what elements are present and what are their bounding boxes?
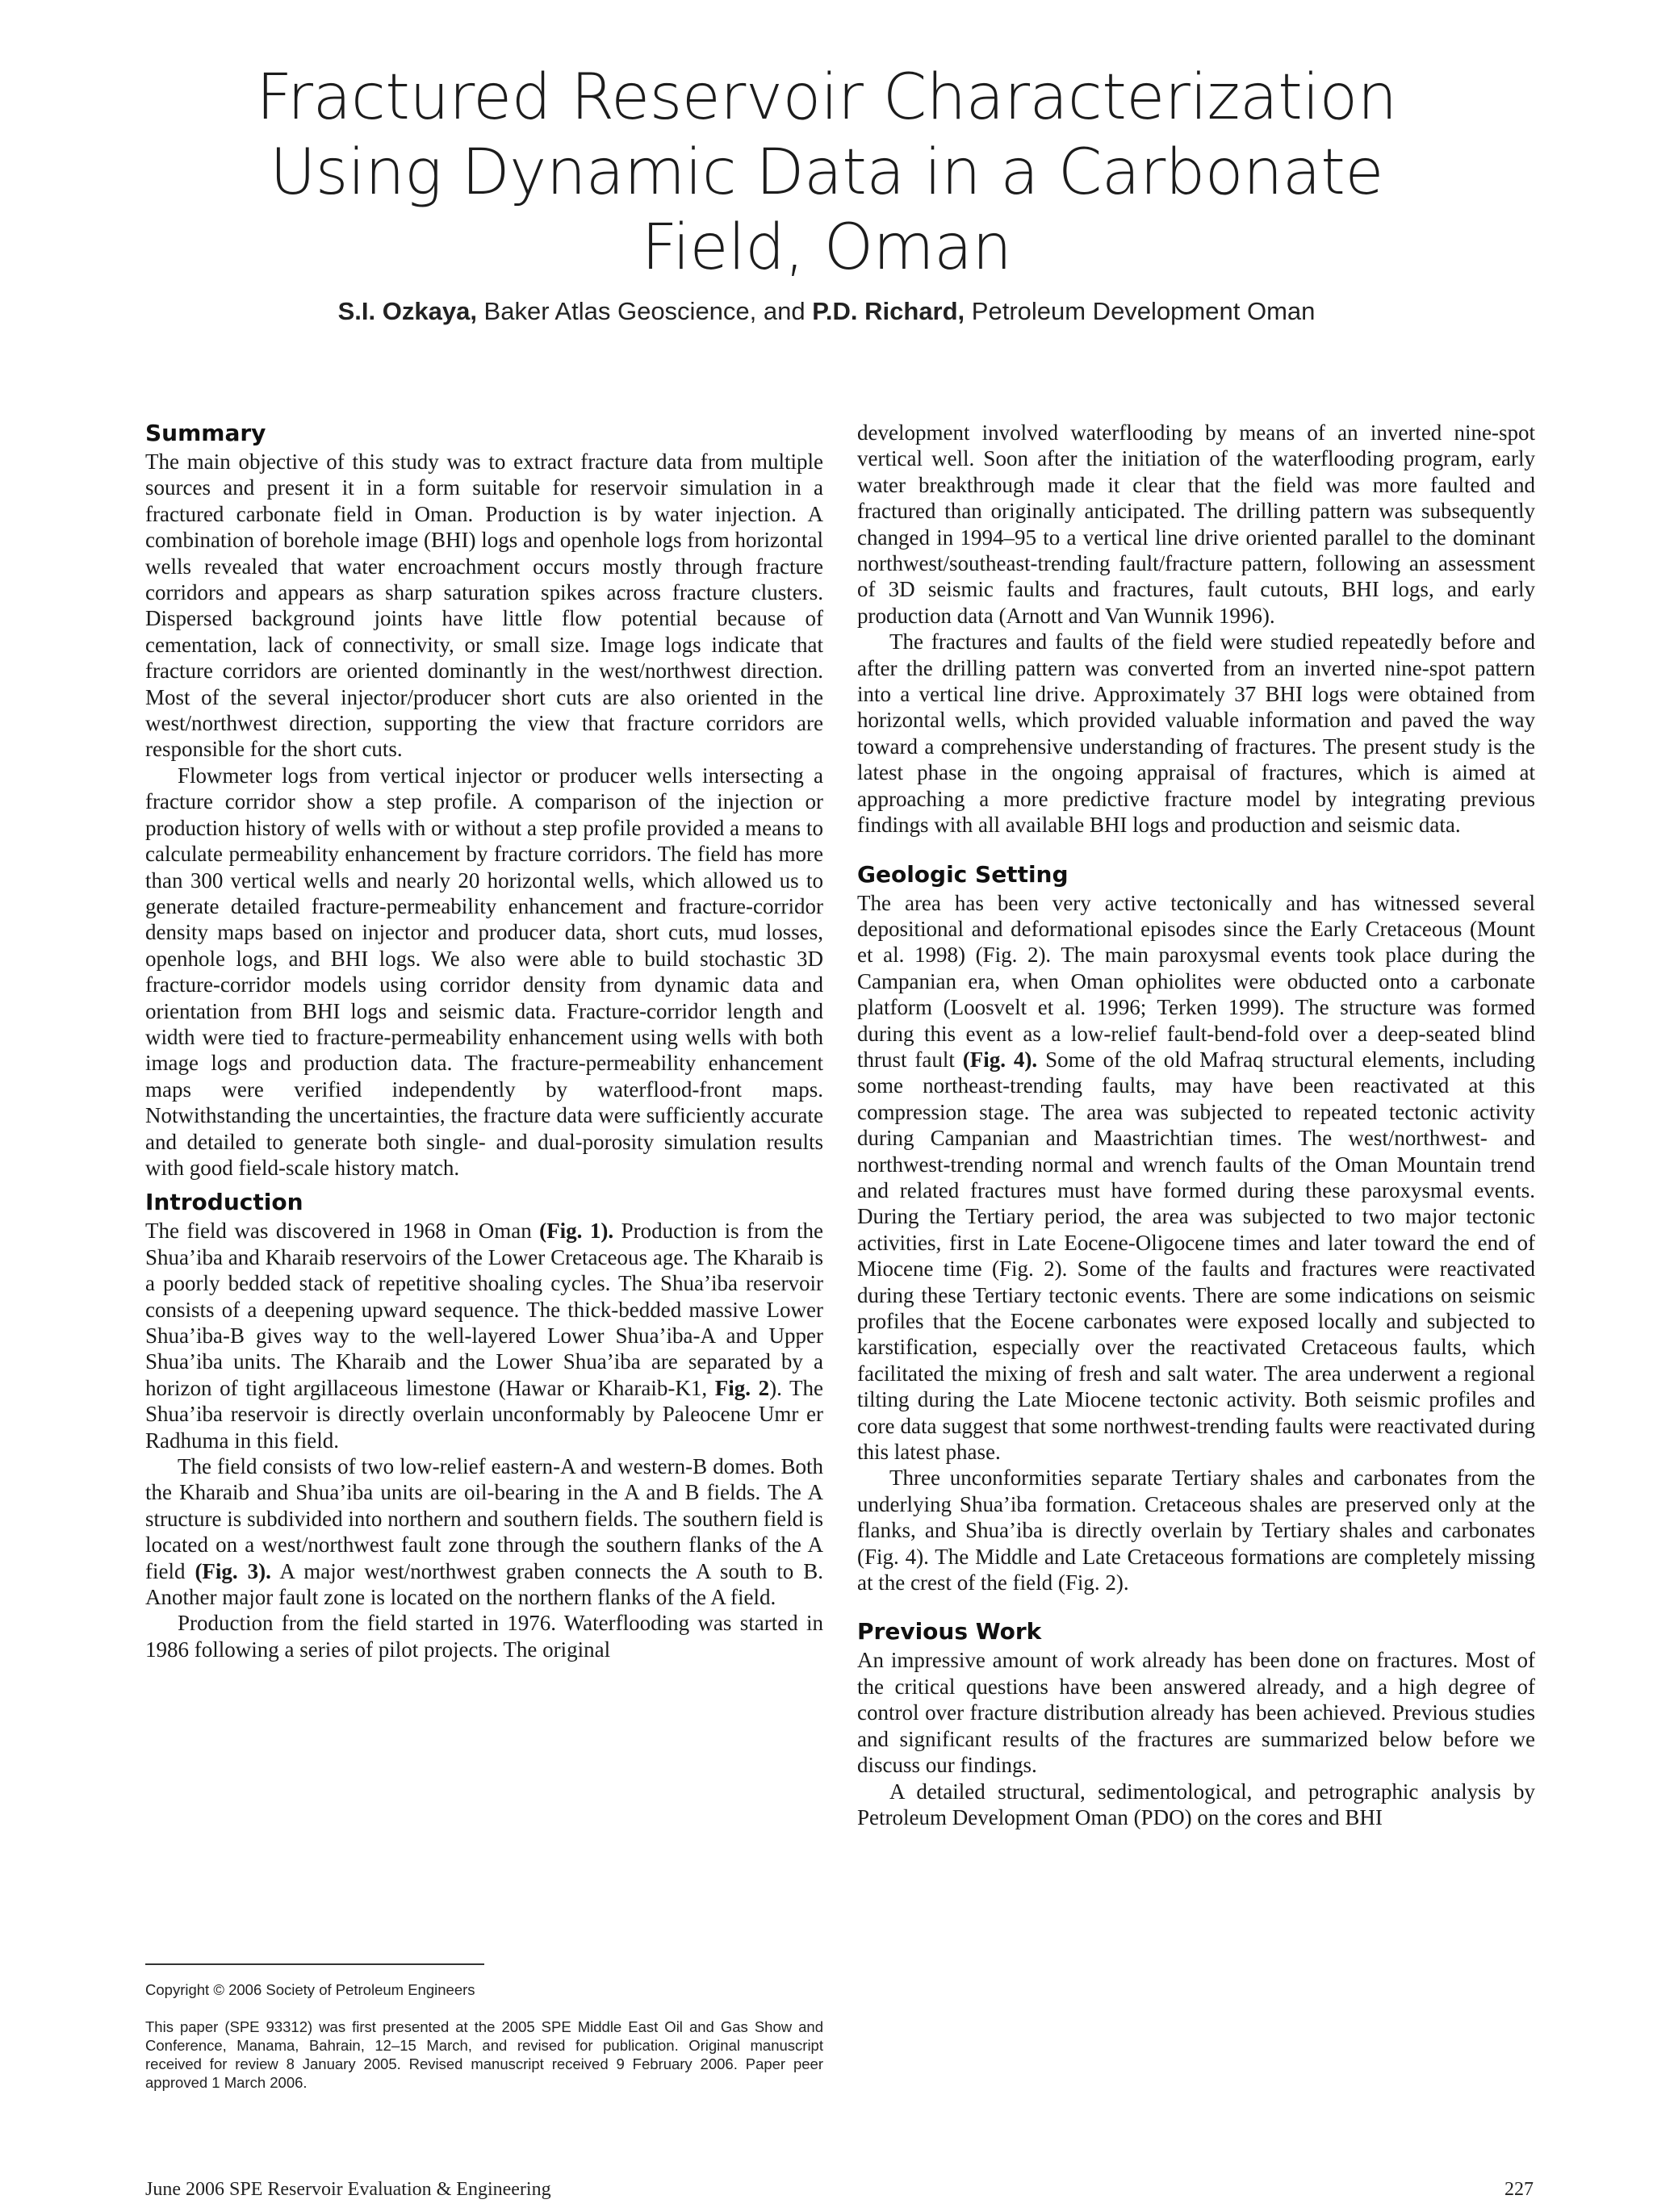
- title-line-1: Fractured Reservoir Characterization: [256, 61, 1397, 134]
- summary-paragraph-2: Flowmeter logs from vertical injector or producer wells intersecting a fracture corridor show a step profile. A comparison of the injection or production history of wells with or without a step profile provided a means to calculate permeability enhancement by fracture corridors. The field has more than 300 vertical wells and nearly 20 horizontal wells, which allowed us to generate detailed fracture-permeability enhancement and fracture-corridor density maps based on injector and producer data, short cuts, mud losses, openhole logs, and BHI logs. We also were able to build stochastic 3D fracture-corridor models using corridor density from dynamic data and orientation from BHI logs and seismic data. Fracture-corridor length and width were tied to fracture-permeability enhancement using wells with both image logs and production data. The fracture-permeability enhancement maps were verified independently by waterflood-front maps. Notwithstanding the uncertainties, the fracture data were sufficiently accurate and detailed to generate both single- and dual-porosity simulation results with good field-scale history match.: [145, 763, 823, 1180]
- previous-work-paragraph-1: An impressive amount of work already has been done on fractures. Most of the critical questions have been answered already, and a high degree of control over fracture distribution already has been achieved. Previous studies and significant results of the fractures are summarized below before we discuss our findings.: [857, 1648, 1535, 1778]
- affiliation-2: Petroleum Development Oman: [965, 297, 1316, 325]
- title-line-2: Using Dynamic Data in a Carbonate: [270, 136, 1383, 209]
- page-number: 227: [1504, 2179, 1534, 2200]
- author-2: P.D. Richard,: [812, 297, 965, 325]
- introduction-paragraph-3: Production from the field started in 1976. Waterflooding was started in 1986 following a series of pilot projects. The original: [145, 1611, 823, 1662]
- fig-3-ref: (Fig. 3).: [195, 1558, 271, 1583]
- geologic-setting-heading: Geologic Setting: [857, 860, 1069, 888]
- paper-info-note: This paper (SPE 93312) was first presented at the 2005 SPE Middle East Oil and Gas Show and Conference, Manama, Bahrain, 12–15 March, and revised for publication. Original manuscript received for review 8 January 2005. Revised manuscript received 9 February 2006. Paper peer approved 1 March 2006.: [145, 2018, 823, 2091]
- footnote-divider: [145, 1963, 484, 1965]
- introduction-heading: Introduction: [145, 1189, 303, 1216]
- fig-4-ref: (Fig. 4).: [962, 1047, 1038, 1072]
- fig-2-ref: Fig. 2: [714, 1375, 770, 1400]
- previous-work-heading: Previous Work: [857, 1618, 1042, 1645]
- summary-heading: Summary: [145, 420, 266, 446]
- geologic-paragraph-1: The area has been very active tectonically and has witnessed several depositional and deformational episodes since the Early Cretaceous (Mount et al. 1998) (Fig. 2). The main paroxysmal events took place during the Campanian era, when Oman ophiolites were obducted onto a carbonate platform (Loosvelt et al. 1996; Terken 1999). The structure was formed during this event as a low-relief fault-bend-fold over a deep-seated blind thrust fault (Fig. 4). Some of the old Mafraq structural elements, including some northeast-trending faults, may have been reactivated at this compression stage. The area was subjected to repeated tectonic activity during Campanian and Maastrichtian times. The west/northwest- and northwest-trending normal and wrench faults of the Oman Mountain trend and related fractures must have formed during these paroxysmal events. During the Tertiary period, the area was subjected to two major tectonic activities, first in Late Eocene-Oligocene times and later toward the end of Miocene time (Fig. 2). Some of the faults and fractures were reactivated during these Tertiary tectonic events. There are some indications on seismic profiles that the Eocene carbonates were exposed locally and subjected to karstification, especially over the reactivated Cretaceous faults, which facilitated the mixing of fresh and salt water. The area underwent a regional tilting during the Late Miocene tectonic activity. Both seismic profiles and core data suggest that some northwest-trending faults were reactivated during this latest phase.: [857, 890, 1536, 1465]
- introduction-paragraph-2: The field consists of two low-relief eastern-A and western-B domes. Both the Kharaib and Shua’iba units are oil-bearing in the A and B fields. The A structure is subdivided into northern and southern fields. The southern field is located on a west/northwest fault zone through the southern flanks of the A field (Fig. 3). A major west/northwest graben connects the A south to B. Another major fault zone is located on the northern flanks of the A field.: [145, 1454, 824, 1610]
- introduction-paragraph-1: The field was discovered in 1968 in Oman (Fig. 1). Production is from the Shua’iba and Kharaib reservoirs of the Lower Cretaceous age. The Kharaib is a poorly bedded stack of repetitive shoaling cycles. The Shua’iba reservoir consists of a deepening upward sequence. The thick-bedded massive Lower Shua’iba-B gives way to the well-layered Lower Shua’iba-A and Upper Shua’iba units. The Kharaib and the Lower Shua’iba are separated by a horizon of tight argillaceous limestone (Hawar or Kharaib-K1, Fig. 2). The Shua’iba reservoir is directly overlain unconformably by Paleocene Umr er Radhuma in this field.: [145, 1219, 824, 1453]
- summary-paragraph-1: The main objective of this study was to extract fracture data from multiple sources and present it in a form suitable for reservoir simulation in a fractured carbonate field in Oman. Production is by water injection. A combination of borehole image (BHI) logs and openhole logs from horizontal wells revealed that water encroachment occurs mostly through fracture corridors and appears as sharp saturation spikes across fracture clusters. Dispersed background joints have little flow potential because of cementation, lack of connectivity, or small size. Image logs indicate that fracture corridors are oriented dominantly in the west/northwest direction. Most of the several injector/producer short cuts are also oriented in the west/northwest direction, supporting the view that fracture corridors are responsible for the short cuts.: [145, 450, 823, 762]
- previous-work-paragraph-2: A detailed structural, sedimentological, and petrographic analysis by Petroleum Development Oman (PDO) on the cores and BHI: [857, 1779, 1535, 1829]
- introduction-paragraph-3-continued: development involved waterflooding by means of an inverted nine-spot vertical well. Soon after the initiation of the waterflooding program, early water breakthrough made it clear that the field was more faulted and fractured than originally anticipated. The drilling pattern was subsequently changed in 1994–95 to a vertical line drive oriented parallel to the dominant northwest/southeast-trending fault/fracture pattern, following an assessment of 3D seismic faults and fractures, fault cutouts, BHI logs, and early production data (Arnott and Van Wunnik 1996).: [857, 420, 1535, 628]
- introduction-paragraph-4: The fractures and faults of the field were studied repeatedly before and after the drilling pattern was converted from an inverted nine-spot pattern into a vertical line drive. Approximately 37 BHI logs were obtained from horizontal wells, which provided valuable information and paved the way toward a comprehensive understanding of fractures. The present study is the latest phase in the ongoing appraisal of fractures, which is aimed at approaching a more predictive fracture model by integrating previous findings with all available BHI logs and production and seismic data.: [857, 629, 1535, 838]
- journal-footer: June 2006 SPE Reservoir Evaluation & Engineering: [145, 2179, 551, 2200]
- fig-1-ref: (Fig. 1).: [539, 1219, 614, 1244]
- author-line: [0, 297, 1653, 326]
- left-column: [145, 420, 823, 1937]
- geologic-paragraph-2: Three unconformities separate Tertiary shales and carbonates from the underlying Shua’iba formation. Cretaceous shales are preserved only at the flanks, and Shua’iba is directly overlain by Tertiary shales and carbonates (Fig. 4). The Middle and Late Cretaceous formations are completely missing at the crest of the field (Fig. 2).: [857, 1466, 1535, 1595]
- right-column: [857, 420, 1535, 2082]
- article-title: [0, 61, 1653, 286]
- affiliation-1: Baker Atlas Geoscience, and: [476, 297, 813, 325]
- copyright-note: Copyright © 2006 Society of Petroleum Engineers: [145, 1981, 475, 1998]
- author-1: S.I. Ozkaya,: [337, 297, 477, 325]
- title-line-3: Field, Oman: [641, 211, 1012, 284]
